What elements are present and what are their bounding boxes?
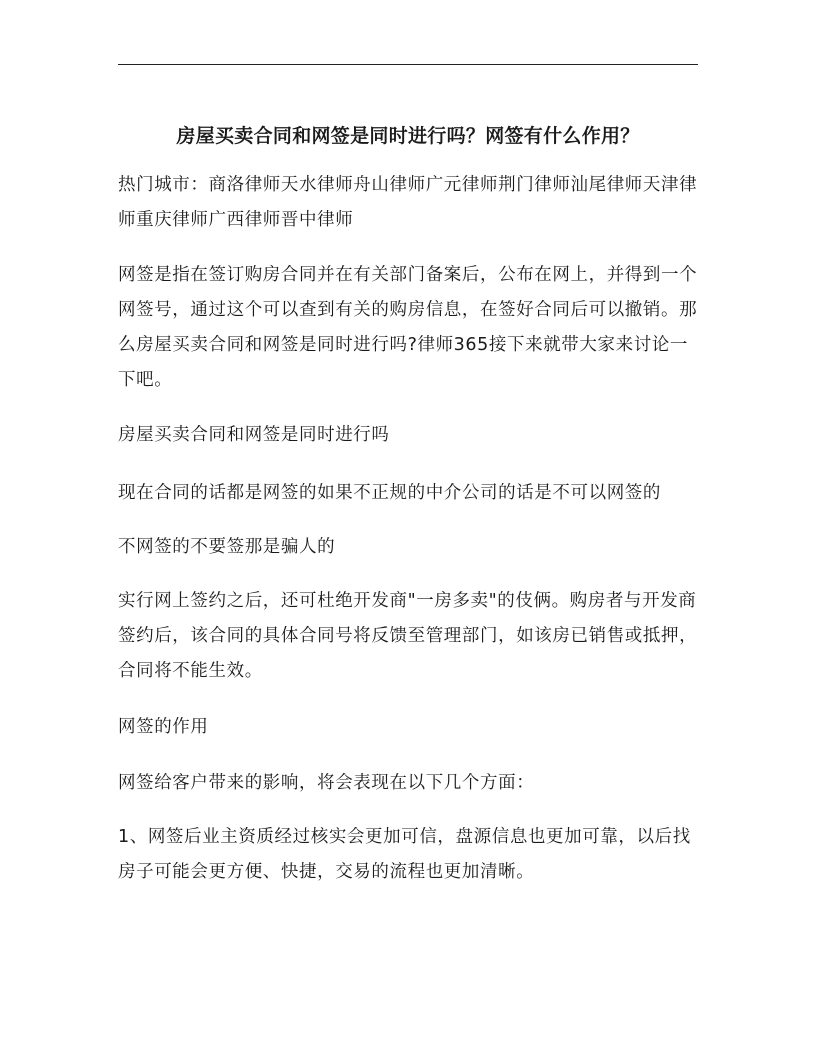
section-heading-function: 网签的作用 (118, 717, 209, 737)
answer-paragraph-1: 现在合同的话都是网签的如果不正规的中介公司的话是不可以网签的 (118, 483, 661, 503)
impact-intro-paragraph: 网签给客户带来的影响，将会表现在以下几个方面： (118, 773, 535, 793)
hot-cities-paragraph: 热门城市：商洛律师天水律师舟山律师广元律师荆门律师汕尾律师天津律师重庆律师广西律师晋中律师 (118, 175, 698, 230)
intro-paragraph: 网签是指在签订购房合同并在有关部门备案后，公布在网上，并得到一个网签号，通过这个可以查到有关的购房信息，在签好合同后可以撤销。那么房屋买卖合同和网签是同时进行吗?律师365接下来就带大家来讨论一下吧。 (118, 265, 698, 390)
document-title: 房屋买卖合同和网签是同时进行吗？网签有什么作用？ (176, 125, 640, 147)
online-signing-paragraph: 实行网上签约之后，还可杜绝开发商"一房多卖"的伎俩。购房者与开发商签约后，该合同的具体合同号将反馈至管理部门，如该房已销售或抵押，合同将不能生效。 (118, 591, 698, 681)
header-divider (118, 64, 698, 65)
answer-paragraph-2: 不网签的不要签那是骗人的 (118, 537, 336, 557)
section-heading-question: 房屋买卖合同和网签是同时进行吗 (118, 425, 390, 445)
impact-item-1: 1、网签后业主资质经过核实会更加可信，盘源信息也更加可靠，以后找房子可能会更方便、快捷，交易的流程也更加清晰。 (118, 827, 691, 882)
